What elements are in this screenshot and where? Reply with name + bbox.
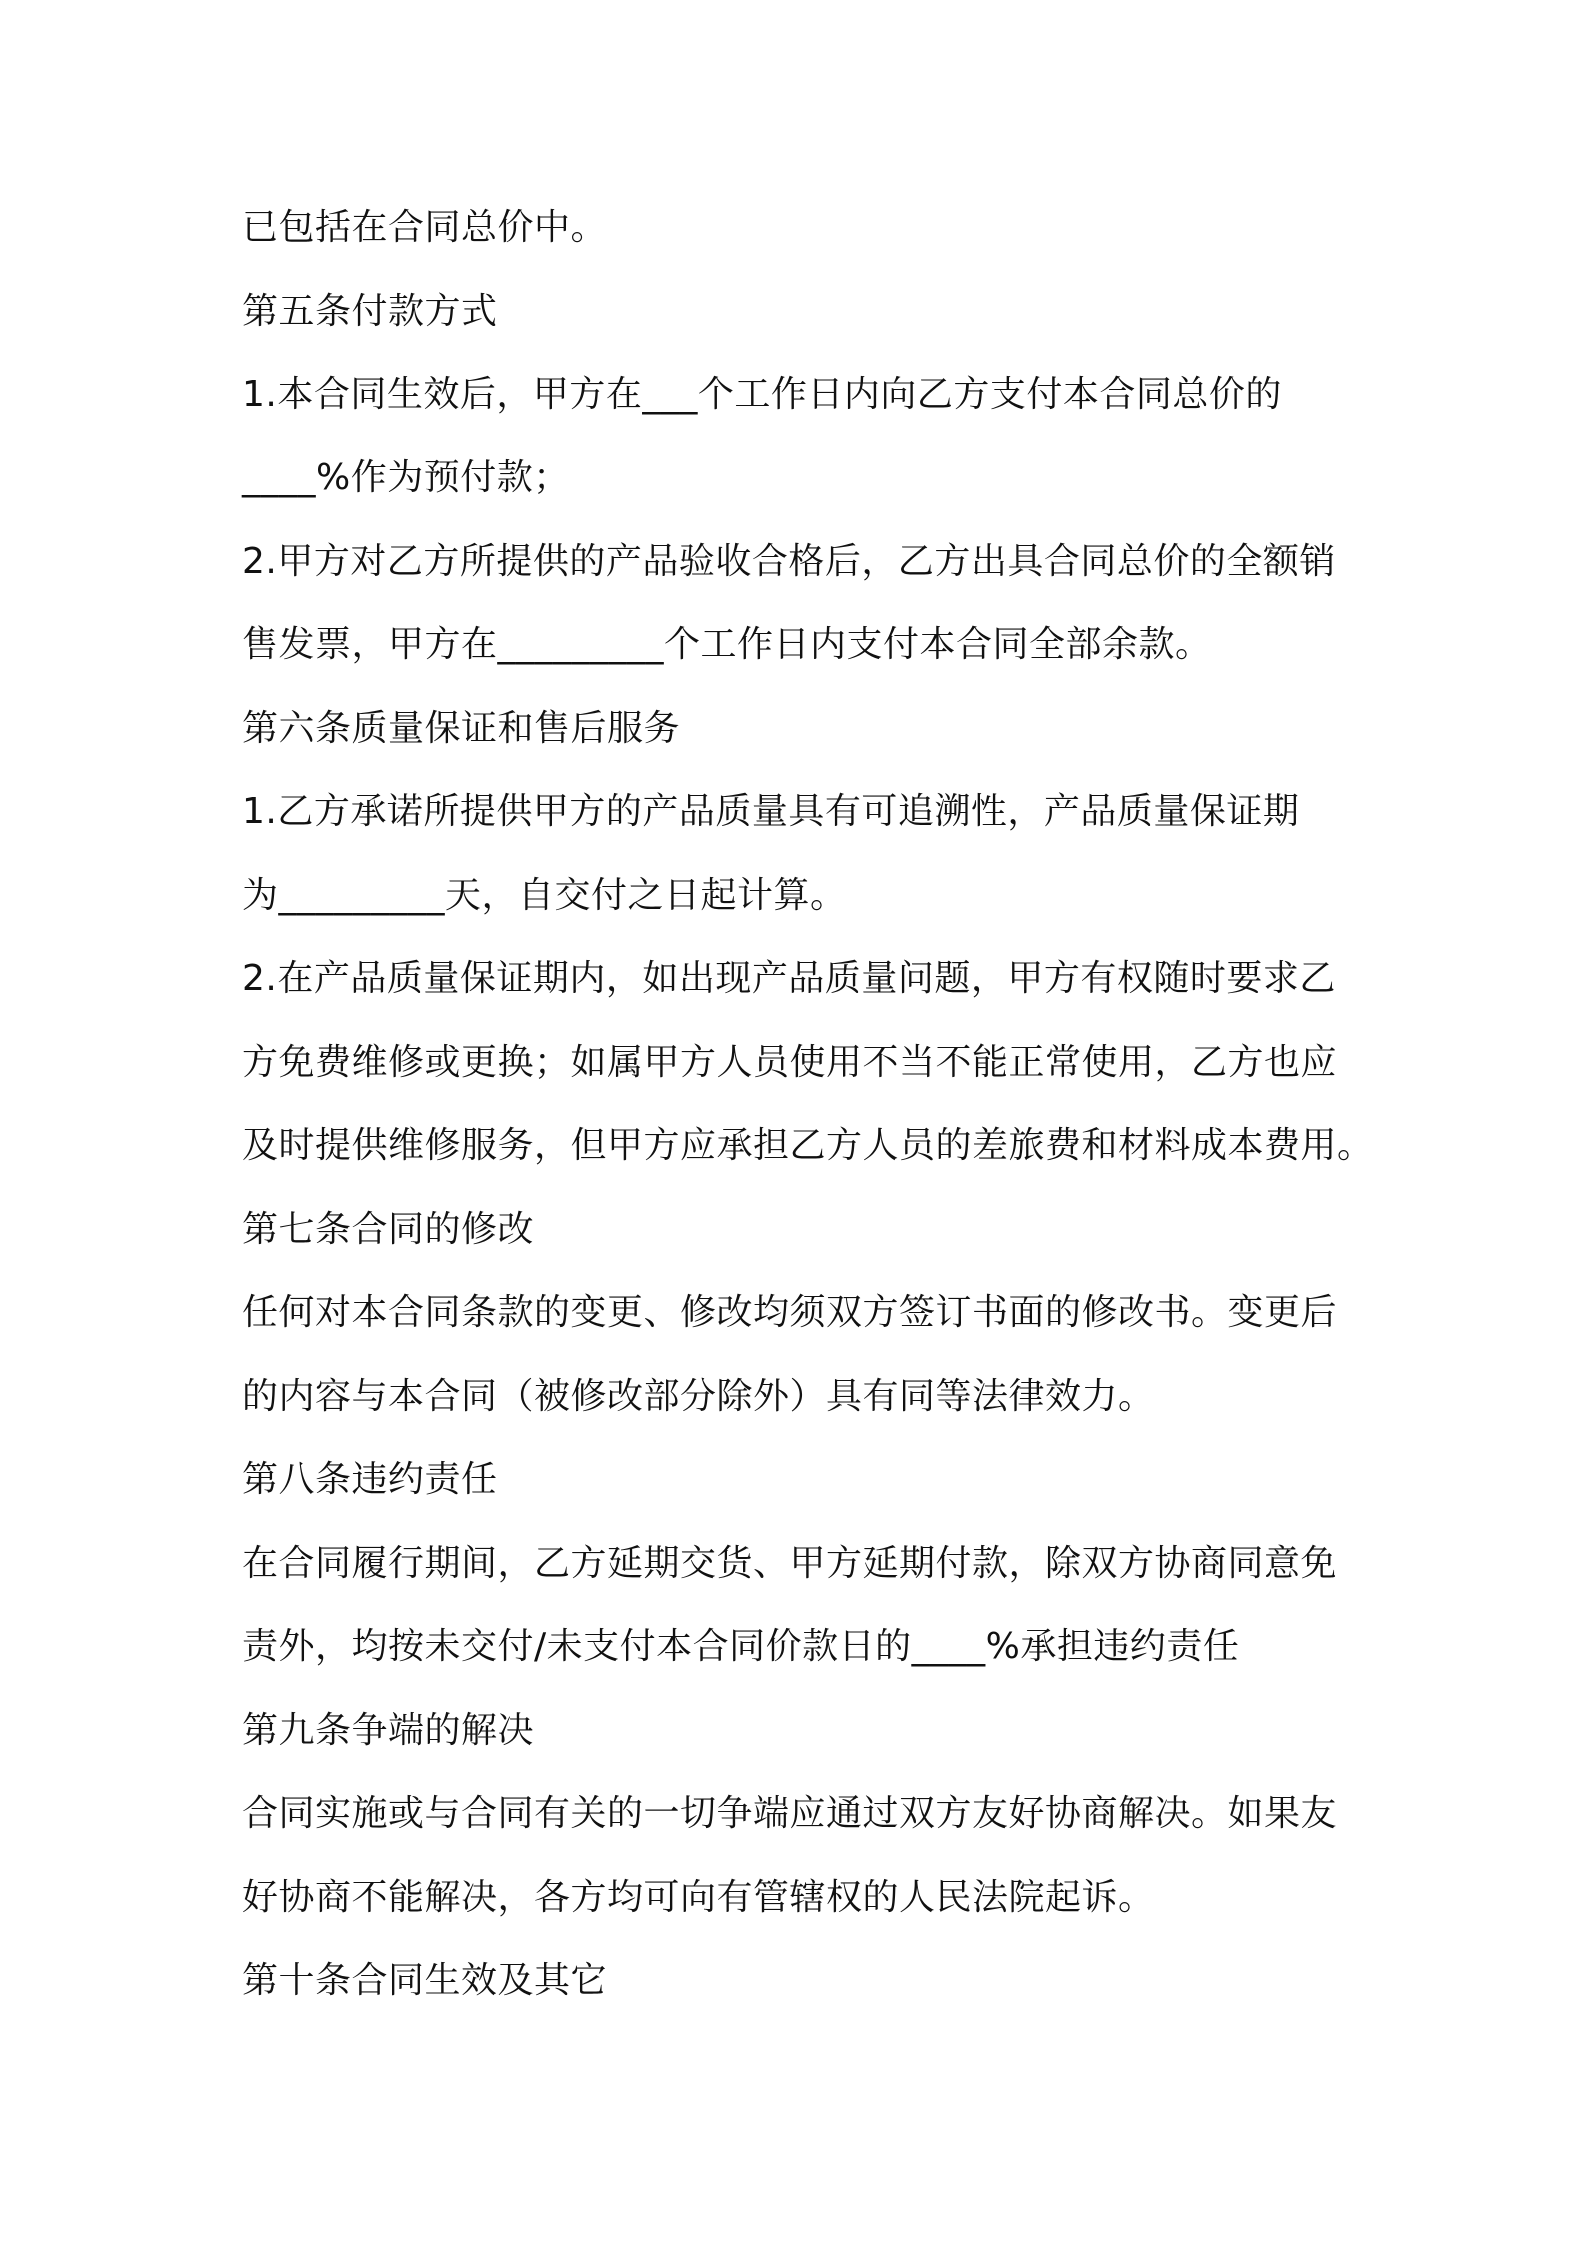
text-line: 好协商不能解决，各方均可向有管辖权的人民法院起诉。 [242,1877,1155,1918]
text-line: ____%作为预付款； [242,457,570,498]
text-line: 责外，均按未交付/未支付本合同价款日的____%承担违约责任 [242,1626,1240,1667]
section-heading: 第七条合同的修改 [242,1209,535,1250]
text-line: 的内容与本合同（被修改部分除外）具有同等法律效力。 [242,1376,1155,1417]
section-heading: 第九条争端的解决 [242,1710,535,1751]
section-heading: 第六条质量保证和售后服务 [242,708,681,749]
text-line: 已包括在合同总价中。 [242,207,608,248]
text-line: 2.甲方对乙方所提供的产品验收合格后，乙方出具合同总价的全额销 [242,541,1336,582]
text-line: 1.本合同生效后，甲方在___个工作日内向乙方支付本合同总价的 [242,374,1282,415]
text-line: 合同实施或与合同有关的一切争端应通过双方友好协商解决。如果友 [242,1793,1338,1834]
text-line: 任何对本合同条款的变更、修改均须双方签订书面的修改书。变更后 [242,1292,1338,1333]
text-line: 在合同履行期间，乙方延期交货、甲方延期付款，除双方协商同意免 [242,1543,1338,1584]
text-line: 及时提供维修服务，但甲方应承担乙方人员的差旅费和材料成本费用。 [242,1125,1374,1166]
section-heading: 第十条合同生效及其它 [242,1960,608,2001]
text-line: 为_________天，自交付之日起计算。 [242,875,847,916]
text-line: 方免费维修或更换；如属甲方人员使用不当不能正常使用，乙方也应 [242,1042,1338,1083]
text-line: 2.在产品质量保证期内，如出现产品质量问题，甲方有权随时要求乙 [242,958,1336,999]
text-line: 售发票，甲方在_________个工作日内支付本合同全部余款。 [242,624,1212,665]
section-heading: 第五条付款方式 [242,291,498,332]
section-heading: 第八条违约责任 [242,1459,498,1500]
text-line: 1.乙方承诺所提供甲方的产品质量具有可追溯性，产品质量保证期 [242,791,1300,832]
